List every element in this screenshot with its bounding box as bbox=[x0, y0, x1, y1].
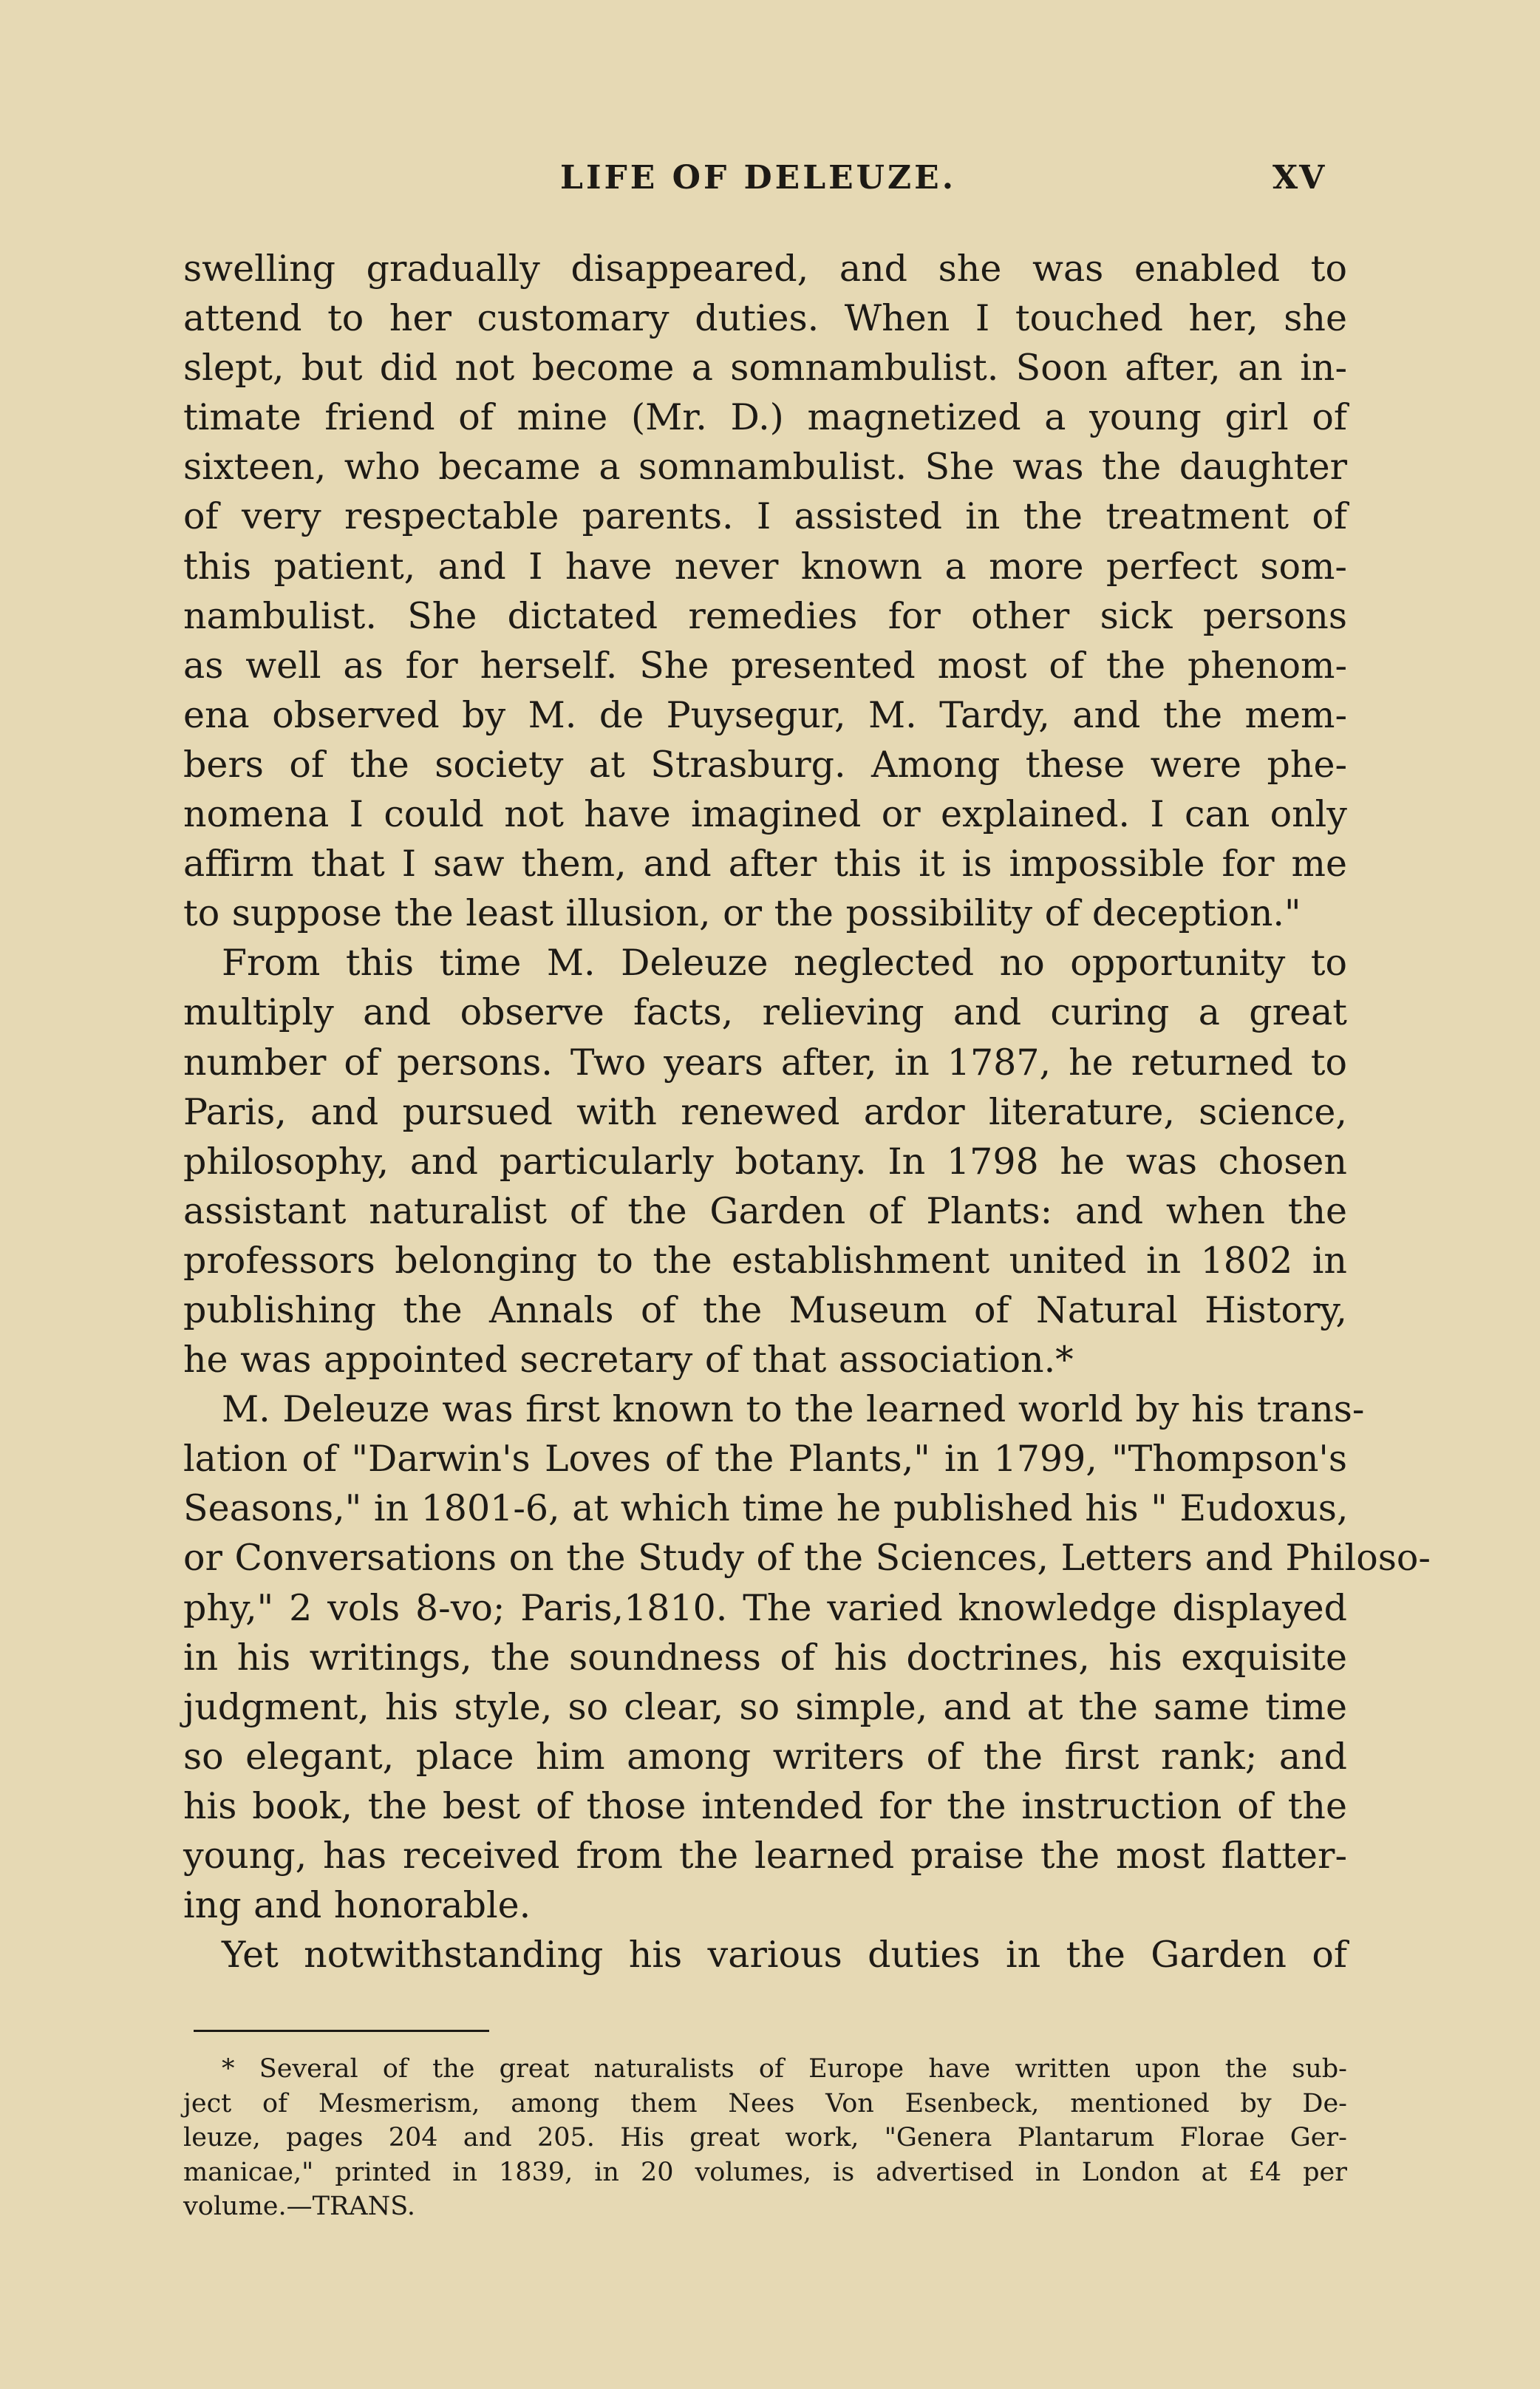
text-line: judgment, his style, so clear, so simple, and at the same time bbox=[183, 1685, 1347, 1728]
page-number: XV bbox=[1272, 159, 1326, 197]
footnote-line: * Several of the great naturalists of Europe have written upon the sub- bbox=[222, 2054, 1347, 2084]
footnote-line: ject of Mesmerism, among them Nees Von Esenbeck, mentioned by De- bbox=[183, 2088, 1347, 2118]
text-line: or Conversations on the Study of the Sciences, Letters and Philoso- bbox=[183, 1537, 1431, 1580]
text-line: timate friend of mine (Mr. D.) magnetized a young girl of bbox=[183, 396, 1347, 439]
text-line: this patient, and I have never known a more perfect som- bbox=[183, 545, 1347, 588]
text-line: professors belonging to the establishment united in 1802 in bbox=[183, 1239, 1347, 1282]
text-line: ing and honorable. bbox=[183, 1884, 531, 1927]
text-line: lation of "Darwin's Loves of the Plants," in 1799, "Thompson's bbox=[183, 1438, 1347, 1481]
text-line: number of persons. Two years after, in 1787, he returned to bbox=[183, 1041, 1347, 1084]
text-line: to suppose the least illusion, or the possibility of deception." bbox=[183, 892, 1301, 935]
footnote-line: leuze, pages 204 and 205. His great work, "Genera Plantarum Florae Ger- bbox=[183, 2123, 1347, 2153]
text-line: bers of the society at Strasburg. Among these were phe- bbox=[183, 743, 1347, 786]
paragraph-start: From this time M. Deleuze neglected no opportunity to bbox=[222, 942, 1347, 985]
paragraph-start: M. Deleuze was first known to the learned world by his trans- bbox=[222, 1388, 1365, 1431]
text-line: publishing the Annals of the Museum of Natural History, bbox=[183, 1288, 1347, 1331]
text-line: so elegant, place him among writers of the first rank; and bbox=[183, 1735, 1347, 1778]
footnote-line: volume.—TRANS. bbox=[183, 2192, 416, 2222]
running-head bbox=[0, 159, 1540, 203]
text-line: as well as for herself. She presented most of the phenom- bbox=[183, 644, 1347, 687]
text-line: attend to her customary duties. When I touched her, she bbox=[183, 297, 1347, 340]
text-line: phy," 2 vols 8-vo; Paris,1810. The varied knowledge displayed bbox=[183, 1586, 1347, 1629]
text-line: philosophy, and particularly botany. In 1798 he was chosen bbox=[183, 1140, 1347, 1183]
text-line: sixteen, who became a somnambulist. She was the daughter bbox=[183, 446, 1347, 489]
text-line: multiply and observe facts, relieving and curing a great bbox=[183, 991, 1347, 1034]
text-line: he was appointed secretary of that association.* bbox=[183, 1339, 1074, 1382]
text-line: nomena I could not have imagined or explained. I can only bbox=[183, 793, 1347, 836]
text-line: in his writings, the soundness of his doctrines, his exquisite bbox=[183, 1636, 1347, 1679]
text-line: Seasons," in 1801-6, at which time he published his " Eudoxus, bbox=[183, 1487, 1349, 1530]
text-line: slept, but did not become a somnambulist. Soon after, an in- bbox=[183, 347, 1347, 390]
text-line: assistant naturalist of the Garden of Plants: and when the bbox=[183, 1189, 1347, 1232]
footnote bbox=[183, 2052, 1347, 2224]
footnote-rule bbox=[194, 2030, 489, 2032]
footnote-line: manicae," printed in 1839, in 20 volumes, is advertised in London at £4 per bbox=[183, 2157, 1347, 2187]
text-line: of very respectable parents. I assisted in the treatment of bbox=[183, 495, 1347, 538]
text-line: his book, the best of those intended for the instruction of the bbox=[183, 1784, 1347, 1827]
text-line: nambulist. She dictated remedies for other sick persons bbox=[183, 594, 1347, 637]
text-line: Paris, and pursued with renewed ardor literature, science, bbox=[183, 1090, 1347, 1133]
text-line: ena observed by M. de Puysegur, M. Tardy, and the mem- bbox=[183, 693, 1347, 736]
text-line: affirm that I saw them, and after this it is impossible for me bbox=[183, 843, 1347, 886]
running-title: LIFE OF DELEUZE. bbox=[560, 159, 957, 197]
text-line: young, has received from the learned praise the most flatter- bbox=[183, 1835, 1347, 1877]
body-text bbox=[183, 244, 1431, 1979]
paragraph-start: Yet notwithstanding his various duties in the Garden of bbox=[222, 1934, 1347, 1977]
text-line: swelling gradually disappeared, and she was enabled to bbox=[183, 248, 1347, 290]
